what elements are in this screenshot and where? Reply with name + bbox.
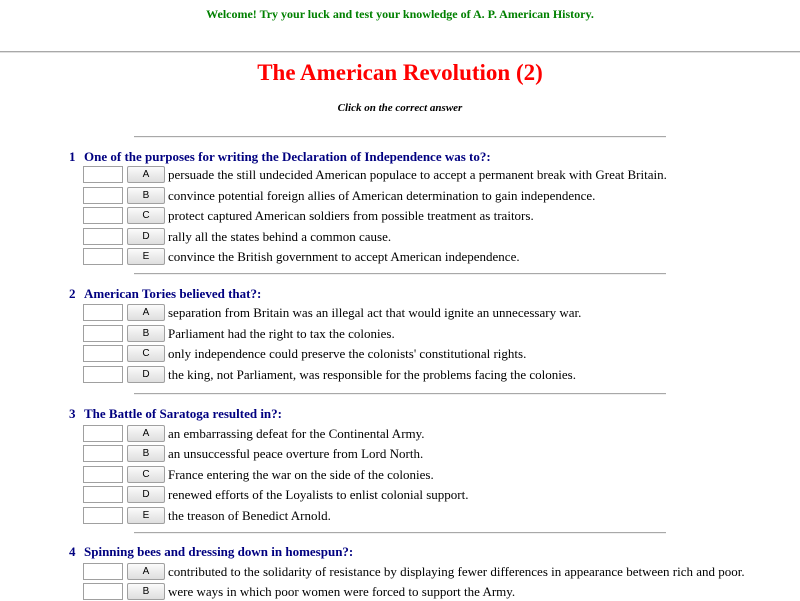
answer-row [83,425,783,443]
question-4 [69,544,749,560]
answer-result-field[interactable] [83,228,123,245]
question-number: 4 [69,544,76,559]
top-rule [0,51,800,53]
answer-text: convince potential foreign allies of American determination to gain independence. [168,188,596,203]
answer-row [83,248,783,266]
answer-result-field[interactable] [83,583,123,600]
answer-button-c[interactable]: C [127,207,165,224]
answer-result-field[interactable] [83,248,123,265]
answer-result-field[interactable] [83,207,123,224]
answer-result-field[interactable] [83,425,123,442]
answer-text: only independence could preserve the colonists' constitutional rights. [168,346,527,361]
answer-button-a[interactable]: A [127,166,165,183]
answer-button-a[interactable]: A [127,304,165,321]
answer-button-d[interactable]: D [127,486,165,503]
answer-text: convince the British government to accept American independence. [168,249,520,264]
answer-text: contributed to the solidarity of resistance by displaying fewer differences in appearance between rich and poor. [168,564,745,579]
welcome-banner: Welcome! Try your luck and test your knowledge of A. P. American History. [206,7,594,21]
answer-row [83,166,783,184]
answer-result-field[interactable] [83,366,123,383]
answer-row [83,304,783,322]
answer-button-b[interactable]: B [127,325,165,342]
answer-text: an unsuccessful peace overture from Lord North. [168,446,424,461]
answer-button-d[interactable]: D [127,366,165,383]
answer-row [83,486,783,504]
answer-text: the king, not Parliament, was responsible for the problems facing the colonies. [168,367,576,382]
divider [134,532,666,534]
answer-text: Parliament had the right to tax the colonies. [168,326,395,341]
divider [134,393,666,395]
question-text: One of the purposes for writing the Declaration of Independence was to?: [84,149,491,164]
instruction-text: Click on the correct answer [337,102,463,114]
question-text: Spinning bees and dressing down in homespun?: [84,544,354,559]
answer-result-field[interactable] [83,325,123,342]
answer-row [83,325,783,343]
answer-row [83,583,783,601]
answer-button-c[interactable]: C [127,345,165,362]
divider [134,136,666,138]
answer-button-a[interactable]: A [127,563,165,580]
answer-text: separation from Britain was an illegal act that would ignite an unnecessary war. [168,305,582,320]
answer-row [83,345,783,363]
answer-button-b[interactable]: B [127,445,165,462]
answer-row [83,507,783,525]
answer-result-field[interactable] [83,507,123,524]
question-number: 1 [69,149,76,164]
question-number: 2 [69,286,76,301]
answer-button-e[interactable]: E [127,248,165,265]
answer-text: an embarrassing defeat for the Continental Army. [168,426,425,441]
answer-button-a[interactable]: A [127,425,165,442]
answer-text: rally all the states behind a common cause. [168,229,392,244]
answer-button-c[interactable]: C [127,466,165,483]
answer-row [83,563,783,581]
answer-row [83,228,783,246]
answer-row [83,366,783,384]
answer-text: persuade the still undecided American populace to accept a permanent break with Great Britain. [168,167,667,182]
answer-button-b[interactable]: B [127,187,165,204]
answer-text: France entering the war on the side of the colonies. [168,467,434,482]
page-title: The American Revolution (2) [257,60,543,85]
answer-row [83,207,783,225]
answer-result-field[interactable] [83,166,123,183]
answer-result-field[interactable] [83,187,123,204]
answer-row [83,187,783,205]
question-text: American Tories believed that?: [84,286,262,301]
question-2 [69,286,749,302]
answer-text: renewed efforts of the Loyalists to enlist colonial support. [168,487,469,502]
answer-text: the treason of Benedict Arnold. [168,508,331,523]
answer-result-field[interactable] [83,486,123,503]
answer-button-b[interactable]: B [127,583,165,600]
answer-result-field[interactable] [83,345,123,362]
question-number: 3 [69,406,76,421]
divider [134,273,666,275]
question-text: The Battle of Saratoga resulted in?: [84,406,282,421]
answer-button-e[interactable]: E [127,507,165,524]
answer-text: protect captured American soldiers from possible treatment as traitors. [168,208,534,223]
answer-button-d[interactable]: D [127,228,165,245]
question-3 [69,406,749,422]
answer-result-field[interactable] [83,304,123,321]
answer-result-field[interactable] [83,563,123,580]
question-1 [69,149,749,165]
answer-row [83,466,783,484]
answer-text: were ways in which poor women were forced to support the Army. [168,584,516,599]
answer-result-field[interactable] [83,466,123,483]
answer-result-field[interactable] [83,445,123,462]
answer-row [83,445,783,463]
